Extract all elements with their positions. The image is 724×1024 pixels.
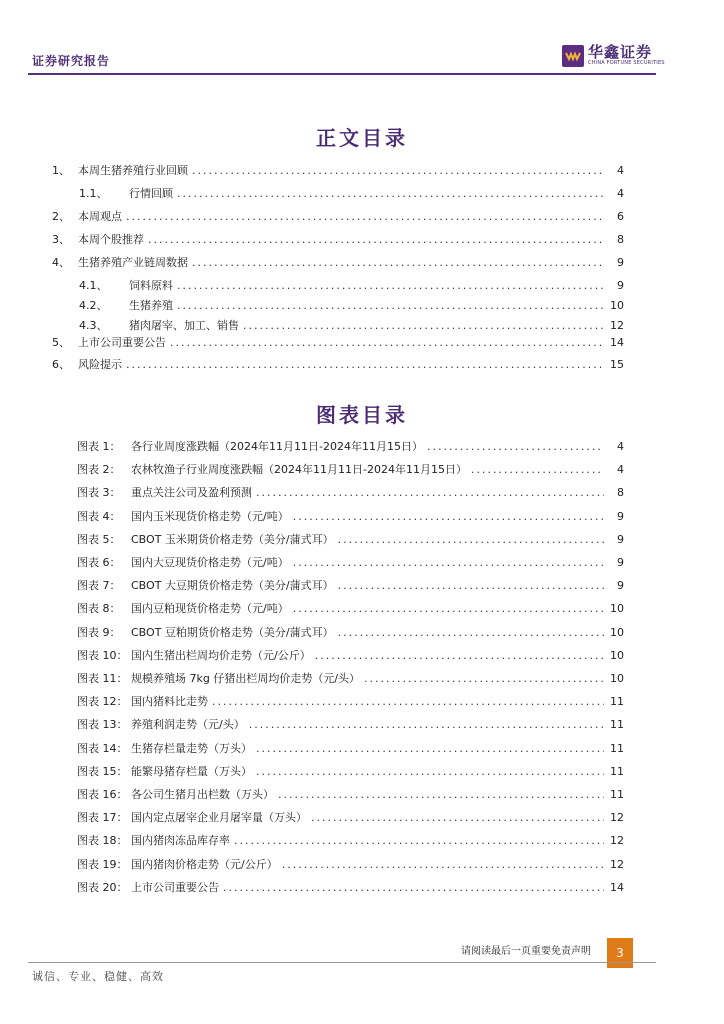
figure-entry-title: 国内生猪出栏周均价走势（元/公斤）	[131, 649, 311, 662]
brand-logo-icon	[562, 45, 584, 67]
figure-entry-page: 8	[617, 486, 624, 499]
footer-divider	[28, 962, 656, 963]
figure-entry-leader-dots	[234, 834, 604, 847]
toc-entry-leader-dots	[126, 210, 604, 223]
toc-entry-page: 6	[617, 210, 624, 223]
figure-entry-title: CBOT 玉米期货价格走势（美分/蒲式耳）	[131, 533, 334, 546]
toc-entry-number: 4.1、	[79, 279, 108, 292]
figure-entry-title: 国内猪肉冻品库存率	[131, 834, 230, 847]
figure-entry-page: 10	[610, 602, 624, 615]
figure-entry-number: 图表 16：	[77, 788, 128, 801]
figure-entry-leader-dots	[293, 556, 604, 569]
toc-entry-page: 4	[617, 164, 624, 177]
slogan: 诚信、专业、稳健、高效	[32, 970, 164, 983]
figure-entry-title: 国内豆粕现货价格走势（元/吨）	[131, 602, 289, 615]
figure-entry-title: 养殖利润走势（元/头）	[131, 718, 245, 731]
figure-entry[interactable]	[77, 832, 624, 848]
figure-entry[interactable]	[77, 600, 624, 616]
figure-entry[interactable]	[77, 508, 624, 524]
toc-entry-number: 1、	[52, 164, 70, 177]
toc-entry-page: 4	[617, 187, 624, 200]
figure-entry-page: 12	[610, 811, 624, 824]
toc-entry-title: 饲料原料	[129, 279, 173, 292]
toc-entry-number: 1.1、	[79, 187, 108, 200]
toc-entry-page: 10	[610, 299, 624, 312]
header-divider	[28, 73, 656, 75]
toc-entry-number: 4、	[52, 256, 70, 269]
toc-entry-number: 4.3、	[79, 319, 108, 332]
figure-entry-title: 能繁母猪存栏量（万头）	[131, 765, 252, 778]
figure-entry[interactable]	[77, 647, 624, 663]
figure-entry-number: 图表 8：	[77, 602, 121, 615]
toc-entry-title: 生猪养殖产业链周数据	[78, 256, 188, 269]
figure-entry-title: 规模养殖场 7kg 仔猪出栏周均价走势（元/头）	[131, 672, 361, 685]
toc-entry[interactable]	[52, 208, 624, 224]
figure-entry-title: CBOT 豆粕期货价格走势（美分/蒲式耳）	[131, 626, 334, 639]
figure-entry-page: 10	[610, 649, 624, 662]
figure-entry-number: 图表 7：	[77, 579, 121, 592]
figure-entry-page: 4	[617, 440, 624, 453]
figure-entry-number: 图表 4：	[77, 510, 121, 523]
figure-entry-title: 国内猪料比走势	[131, 695, 208, 708]
toc-entry-page: 12	[610, 319, 624, 332]
figure-entry[interactable]	[77, 740, 624, 756]
figure-entry[interactable]	[77, 577, 624, 593]
figure-entry-number: 图表 5：	[77, 533, 121, 546]
toc-entry-leader-dots	[177, 279, 604, 292]
figure-entry-page: 12	[610, 858, 624, 871]
figure-entry-page: 14	[610, 881, 624, 894]
disclaimer-note: 请阅读最后一页重要免责声明	[450, 944, 602, 963]
figure-entry-number: 图表 18：	[77, 834, 128, 847]
figure-entry-leader-dots	[256, 765, 604, 778]
toc-entry[interactable]	[79, 185, 624, 201]
figure-entry-number: 图表 3：	[77, 486, 121, 499]
toc-entry-number: 5、	[52, 336, 70, 349]
toc-entry-title: 生猪养殖	[129, 299, 173, 312]
figure-entry[interactable]	[77, 531, 624, 547]
figure-entry-number: 图表 13：	[77, 718, 128, 731]
figure-entry[interactable]	[77, 670, 624, 686]
figure-entry-leader-dots	[311, 811, 604, 824]
toc-entry-page: 9	[617, 256, 624, 269]
page-number: 3	[607, 938, 633, 968]
toc-entry[interactable]	[79, 297, 624, 313]
figure-entry-page: 9	[617, 579, 624, 592]
figure-entry-page: 9	[617, 556, 624, 569]
figure-entry-leader-dots	[364, 672, 604, 685]
figure-entry-number: 图表 10：	[77, 649, 128, 662]
figure-entry-page: 10	[610, 672, 624, 685]
figure-entry-page: 11	[610, 765, 624, 778]
figure-entry[interactable]	[77, 856, 624, 872]
figure-entry-title: 国内大豆现货价格走势（元/吨）	[131, 556, 289, 569]
toc-entry-page: 8	[617, 233, 624, 246]
figure-entry-page: 11	[610, 718, 624, 731]
brand-name-cn: 华鑫证券	[588, 43, 653, 61]
figure-entry[interactable]	[77, 624, 624, 640]
figure-entry-number: 图表 12：	[77, 695, 128, 708]
figure-entry[interactable]	[77, 786, 624, 802]
figure-entry[interactable]	[77, 554, 624, 570]
figure-entry-leader-dots	[338, 533, 604, 546]
toc-entry-page: 14	[610, 336, 624, 349]
toc-entry-number: 4.2、	[79, 299, 108, 312]
toc-entry-leader-dots	[243, 319, 604, 332]
figure-entry-title: 上市公司重要公告	[131, 881, 219, 894]
figure-entry[interactable]	[77, 438, 624, 454]
toc-entry[interactable]	[52, 162, 624, 178]
figure-entry-page: 4	[617, 463, 624, 476]
figure-entry-title: 国内定点屠宰企业月屠宰量（万头）	[131, 811, 307, 824]
figure-entry[interactable]	[77, 879, 624, 895]
toc-entry-leader-dots	[148, 233, 604, 246]
logo	[562, 44, 665, 67]
figure-entry-page: 11	[610, 695, 624, 708]
toc-title: 正文目录	[316, 126, 408, 150]
toc-entry-title: 猪肉屠宰、加工、销售	[129, 319, 239, 332]
figure-entry-leader-dots	[249, 718, 604, 731]
figure-entry-number: 图表 15：	[77, 765, 128, 778]
figure-entry-page: 9	[617, 510, 624, 523]
figure-entry-leader-dots	[282, 858, 604, 871]
toc-entry[interactable]	[52, 254, 624, 270]
toc-entry-title: 本周个股推荐	[78, 233, 144, 246]
figure-entry-page: 12	[610, 834, 624, 847]
toc-entry[interactable]	[52, 334, 624, 350]
toc-entry-leader-dots	[177, 299, 604, 312]
report-header-label: 证券研究报告	[32, 54, 111, 68]
figure-entry-number: 图表 20：	[77, 881, 128, 894]
figure-entry[interactable]	[77, 693, 624, 709]
toc-entry[interactable]	[79, 277, 624, 293]
figure-entry-title: 农林牧渔子行业周度涨跌幅（2024年11月11日-2024年11月15日）	[131, 463, 467, 476]
figure-entry-page: 9	[617, 533, 624, 546]
toc-entry-title: 行情回顾	[129, 187, 173, 200]
figure-entry-page: 10	[610, 626, 624, 639]
figure-entry-leader-dots	[471, 463, 604, 476]
toc-entry-number: 6、	[52, 358, 70, 371]
figure-entry[interactable]	[77, 809, 624, 825]
figure-entry-title: 各公司生猪月出栏数（万头）	[131, 788, 274, 801]
toc-entry-title: 风险提示	[78, 358, 122, 371]
figure-entry[interactable]	[77, 484, 624, 500]
figure-entry-title: 国内猪肉价格走势（元/公斤）	[131, 858, 278, 871]
toc-entry-leader-dots	[177, 187, 604, 200]
toc-entry-leader-dots	[192, 164, 604, 177]
figure-entry-leader-dots	[293, 602, 604, 615]
toc-entry[interactable]	[79, 317, 624, 333]
figure-entry-title: 各行业周度涨跌幅（2024年11月11日-2024年11月15日）	[131, 440, 423, 453]
figure-entry-page: 11	[610, 788, 624, 801]
figure-entry-title: 生猪存栏量走势（万头）	[131, 742, 252, 755]
toc-entry-number: 2、	[52, 210, 70, 223]
figure-entry-leader-dots	[338, 626, 604, 639]
figure-entry-number: 图表 17：	[77, 811, 128, 824]
figure-entry-title: CBOT 大豆期货价格走势（美分/蒲式耳）	[131, 579, 334, 592]
figure-entry-leader-dots	[212, 695, 604, 708]
toc-entry-page: 9	[617, 279, 624, 292]
figure-entry-number: 图表 2：	[77, 463, 121, 476]
toc-entry-title: 本周观点	[78, 210, 122, 223]
figure-entry-leader-dots	[278, 788, 604, 801]
figure-entry-number: 图表 14：	[77, 742, 128, 755]
figure-entry-leader-dots	[256, 742, 604, 755]
toc-entry-number: 3、	[52, 233, 70, 246]
figure-entry-leader-dots	[293, 510, 604, 523]
figure-entry-title: 重点关注公司及盈利预测	[131, 486, 252, 499]
figure-entry[interactable]	[77, 763, 624, 779]
toc-entry-page: 15	[610, 358, 624, 371]
brand-name-en: CHINA FORTUNE SECURITIES	[588, 60, 665, 66]
figure-entry-leader-dots	[315, 649, 604, 662]
figure-entry-leader-dots	[427, 440, 604, 453]
toc-entry-title: 上市公司重要公告	[78, 336, 166, 349]
toc-entry-leader-dots	[170, 336, 604, 349]
figure-entry-number: 图表 19：	[77, 858, 128, 871]
figures-title: 图表目录	[316, 403, 408, 427]
toc-entry[interactable]	[52, 231, 624, 247]
figure-entry[interactable]	[77, 716, 624, 732]
figure-entry-leader-dots	[256, 486, 604, 499]
toc-entry-leader-dots	[126, 358, 604, 371]
figure-entry-title: 国内玉米现货价格走势（元/吨）	[131, 510, 289, 523]
toc-entry[interactable]	[52, 356, 624, 372]
toc-entry-leader-dots	[192, 256, 604, 269]
figure-entry-leader-dots	[338, 579, 604, 592]
figure-entry-number: 图表 1：	[77, 440, 121, 453]
figure-entry-leader-dots	[223, 881, 604, 894]
figure-entry-number: 图表 11：	[77, 672, 128, 685]
figure-entry-page: 11	[610, 742, 624, 755]
toc-entry-title: 本周生猪养殖行业回顾	[78, 164, 188, 177]
figure-entry[interactable]	[77, 461, 624, 477]
figure-entry-number: 图表 9：	[77, 626, 121, 639]
figure-entry-number: 图表 6：	[77, 556, 121, 569]
